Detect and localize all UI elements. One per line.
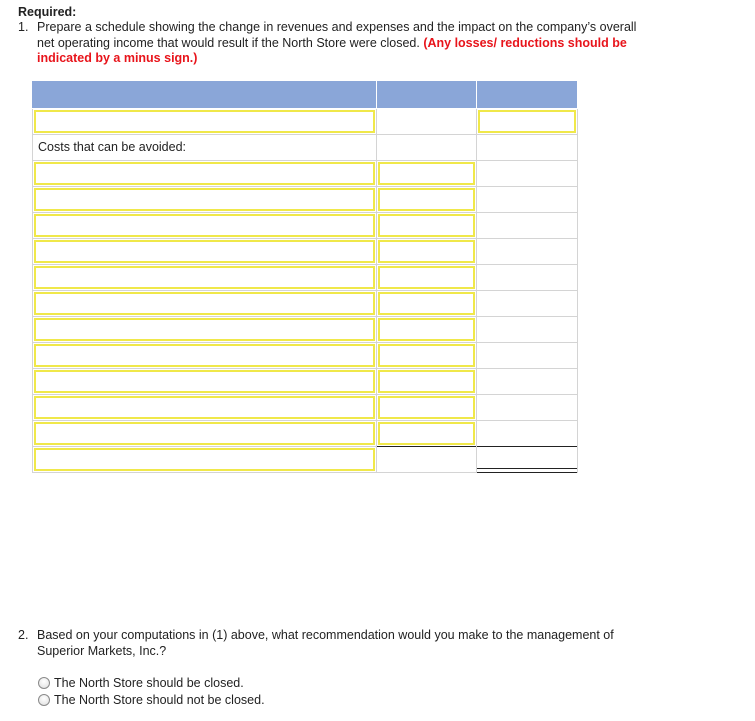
schedule-label-input[interactable] [34, 370, 375, 393]
schedule-cell [377, 317, 477, 342]
schedule-label-input[interactable] [34, 422, 375, 445]
schedule-label-input[interactable] [34, 318, 375, 341]
schedule-table [32, 81, 578, 473]
schedule-cell [477, 317, 578, 342]
schedule-amount-input[interactable] [378, 266, 475, 289]
schedule-label-input[interactable] [34, 448, 375, 471]
schedule-cell [477, 161, 578, 186]
schedule-cell [32, 239, 377, 264]
schedule-cell [32, 291, 377, 316]
costs-avoided-label: Costs that can be avoided: [38, 140, 187, 154]
schedule-cell [377, 135, 477, 160]
schedule-cell [32, 421, 377, 446]
schedule-amount-input[interactable] [378, 422, 475, 445]
schedule-cell [377, 239, 477, 264]
schedule-cell [477, 213, 578, 238]
schedule-row [32, 395, 578, 421]
option-label: The North Store should be closed. [54, 675, 244, 690]
schedule-cell [377, 421, 477, 446]
schedule-label-input[interactable] [34, 344, 375, 367]
schedule-label-input[interactable] [34, 396, 375, 419]
schedule-cell [32, 109, 377, 134]
question-2-number: 2. [18, 628, 29, 642]
schedule-cell [32, 213, 377, 238]
schedule-label-input[interactable] [34, 266, 375, 289]
schedule-row [32, 135, 578, 161]
schedule-total-input[interactable] [478, 110, 576, 133]
recommendation-options [38, 674, 265, 708]
schedule-header-cell [477, 81, 578, 108]
schedule-amount-input[interactable] [378, 370, 475, 393]
schedule-cell [377, 213, 477, 238]
schedule-row [32, 343, 578, 369]
schedule-cell [477, 187, 578, 212]
schedule-label-input[interactable] [34, 214, 375, 237]
schedule-row [32, 187, 578, 213]
schedule-header-row [32, 81, 578, 109]
question-1-text [37, 20, 648, 67]
option-closed[interactable] [38, 674, 265, 691]
schedule-row [32, 369, 578, 395]
schedule-cell [377, 395, 477, 420]
schedule-cell [32, 187, 377, 212]
option-label: The North Store should not be closed. [54, 692, 265, 707]
schedule-row [32, 291, 578, 317]
radio-button[interactable] [38, 694, 50, 706]
question-1-emphasis: (Any losses/ reductions should be indicated by a minus sign.) [37, 35, 627, 65]
schedule-row [32, 239, 578, 265]
subtotal-rule [377, 446, 476, 447]
schedule-cell [377, 109, 477, 134]
schedule-amount-input[interactable] [378, 162, 475, 185]
schedule-cell [377, 265, 477, 290]
schedule-cell [377, 291, 477, 316]
schedule-cell [377, 369, 477, 394]
schedule-cell [32, 317, 377, 342]
schedule-label-input[interactable] [34, 188, 375, 211]
schedule-amount-input[interactable] [378, 344, 475, 367]
schedule-row [32, 421, 578, 447]
schedule-amount-input[interactable] [378, 214, 475, 237]
schedule-amount-input[interactable] [378, 188, 475, 211]
schedule-cell [32, 369, 377, 394]
schedule-cell [32, 447, 377, 472]
schedule-cell [477, 447, 578, 472]
radio-button[interactable] [38, 677, 50, 689]
schedule-header-cell [32, 81, 377, 108]
total-double-rule [477, 468, 577, 473]
schedule-cell [377, 343, 477, 368]
schedule-row [32, 161, 578, 187]
schedule-cell [377, 161, 477, 186]
question-1 [18, 20, 648, 67]
schedule-cell [32, 161, 377, 186]
question-2 [18, 628, 658, 659]
option-not-closed[interactable] [38, 691, 265, 708]
schedule-row [32, 265, 578, 291]
question-1-prompt: Prepare a schedule showing the change in revenues and expenses and the impact on the company’s overall net operating income that would result if the North Store were closed. [37, 20, 637, 50]
schedule-row [32, 213, 578, 239]
schedule-cell [477, 239, 578, 264]
question-1-number: 1. [18, 20, 29, 34]
schedule-total-row [32, 447, 578, 473]
question-2-text: Based on your computations in (1) above, what recommendation would you make to the management of Superior Markets, Inc.? [37, 628, 614, 658]
schedule-cell [477, 265, 578, 290]
schedule-amount-input[interactable] [378, 318, 475, 341]
total-top-rule [477, 446, 577, 447]
schedule-cell [477, 109, 578, 134]
schedule-label-input[interactable] [34, 162, 375, 185]
schedule-row [32, 317, 578, 343]
required-heading: Required: [18, 5, 77, 19]
schedule-cell [477, 291, 578, 316]
schedule-cell [32, 395, 377, 420]
schedule-label-input[interactable] [34, 110, 375, 133]
schedule-cell [32, 265, 377, 290]
schedule-row [32, 109, 578, 135]
schedule-cell [377, 187, 477, 212]
schedule-amount-input[interactable] [378, 396, 475, 419]
schedule-label-input[interactable] [34, 292, 375, 315]
schedule-amount-input[interactable] [378, 292, 475, 315]
schedule-label-input[interactable] [34, 240, 375, 263]
schedule-amount-input[interactable] [378, 240, 475, 263]
schedule-cell [477, 395, 578, 420]
schedule-header-cell [377, 81, 477, 108]
schedule-cell [477, 343, 578, 368]
schedule-cell [32, 343, 377, 368]
schedule-cell [477, 369, 578, 394]
schedule-cell [477, 421, 578, 446]
schedule-cell [32, 135, 377, 160]
schedule-cell [477, 135, 578, 160]
schedule-cell [377, 447, 477, 472]
